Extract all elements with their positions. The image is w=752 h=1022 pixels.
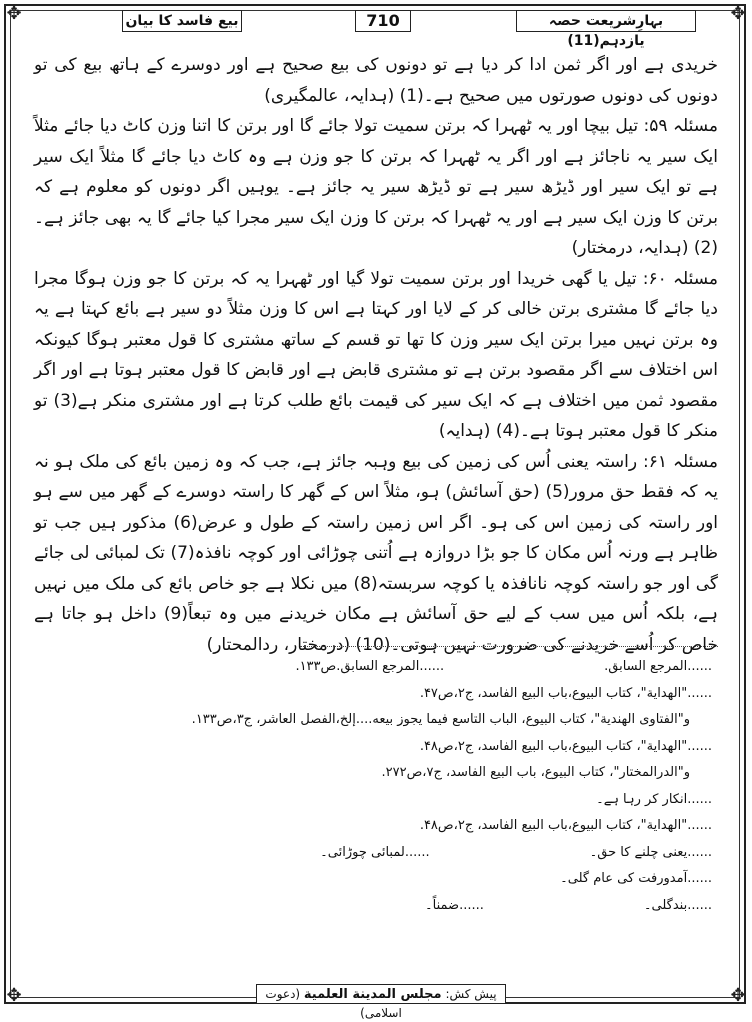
footnote: ......آمدورفت کی عام گلی۔ <box>560 871 712 886</box>
corner-ornament-icon: ✥ <box>6 985 22 1006</box>
footnote: ......"الهداية"، كتاب البيوع،باب البيع الفاسد، ج۲،ص۴۸. <box>419 818 712 833</box>
footnote: و"الدرالمختار"، كتاب البيوع، باب البيع الفاسد، ج۷،ص۲۷۲. <box>381 765 690 780</box>
page-header <box>10 10 742 49</box>
corner-ornament-icon: ✥ <box>6 3 22 24</box>
footnote: ......بندگلی۔......ضمناً۔ <box>425 897 712 913</box>
corner-ornament-icon: ✥ <box>730 3 746 24</box>
footnote: و"الفتاوى الهندية"، كتاب البيوع، الباب التاسع فيما يجوز بيعه....إلخ،الفصل العاشر، ج۳،ص۱۳۳. <box>191 712 690 727</box>
masala-61: مسئلہ ۶۱: راستہ یعنی اُس کی زمین کی بیع وہبہ جائز ہے، جب کہ وہ زمین بائع کی ملک ہو نہ یہ کہ فقط حق مرور(5) (حق آسائش) ہو، مثلاً اس کے گھر کا راستہ دوسرے کے گھر میں سے ہو اور راستہ کی زمین اس کی ہو۔ اگر اس زمین راستہ کے طول و عرض(6) مذکور ہیں جب تو ظاہر ہے ورنہ اُس مکان کا جو بڑا دروازہ ہے اُتنی چوڑائی اور کوچہ نافذہ(7) تک لمبائی لی جائے گی اور جو راستہ کوچہ نانافذہ یا کوچہ سربستہ(8) میں نکلا ہے جو خاص بائع کی ملک میں نہیں ہے، بلکہ اُس میں سب کے لیے حق آسائش ہے مکان خریدنے میں وہ تبعاً(9) داخل ہو جاتا ہے خاص کر اُسے خریدنے کی ضرورت نہیں ہوتی۔(10) (درمختار، ردالمحتار) <box>34 451 719 655</box>
footnote: ......"الهداية"، كتاب البيوع،باب البيع الفاسد، ج۲،ص۴۷. <box>419 685 712 701</box>
corner-ornament-icon: ✥ <box>730 985 746 1006</box>
masala-59: مسئلہ ۵۹: تیل بیچا اور یہ ٹھہرا کہ برتن سمیت تولا جائے گا اور برتن کا اتنا وزن کاٹ دیا جائے مثلاً ایک سیر یہ ناجائز ہے اور اگر یہ ٹھہرا کہ برتن کا جو وزن ہے وہ کاٹ دیا جائے گا مثلاً ایک سیر ہے تو ایک سیر اور ڈیڑھ سیر ہے تو ڈیڑھ سیر یہ جائز ہے۔ یوہیں اگر دونوں کو معلوم ہے کہ برتن کا وزن ایک سیر ہے اور یہ ٹھہرا کہ برتن کا وزن ایک سیر مجرا کیا جائے گا یہ بھی جائز ہے۔(2) (ہدایہ، درمختار) <box>34 116 718 258</box>
paragraph: خریدی ہے اور اگر ثمن ادا کر دیا ہے تو دونوں کی بیع صحیح ہے اور دوسرے کے ہاتھ بیع کی تو دونوں کی دونوں صورتوں میں صحیح ہے۔(1) (ہدایہ، عالمگیری) <box>34 55 718 106</box>
page-footer <box>256 984 506 1020</box>
publisher-name: مجلس المدينة العلمية <box>303 987 442 1002</box>
main-text <box>34 50 718 660</box>
footnote-divider <box>300 646 718 647</box>
footer-suffix: (دعوت اسلامی) <box>265 987 402 1020</box>
masala-60: مسئلہ ۶۰: تیل یا گھی خریدا اور برتن سمیت تولا گیا اور ٹھہرا یہ کہ برتن کا جو وزن ہوگا مجرا دیا جائے گا مشتری برتن خالی کر کے لایا اور کہتا ہے اس کا وزن مثلاً دو سیر ہے بائع کہتا ہے یہ وہ برتن نہیں میرا برتن ایک سیر وزن کا تھا تو قسم کے ساتھ مشتری کا قول معتبر ہوگا کیونکہ اس اختلاف سے اگر مقصود برتن ہے تو مشتری قابض ہے اور قابض کا قول معتبر ہوتا ہے اور اگر مقصود ثمن میں اختلاف ہے کہ ایک سیر کی قیمت بائع طلب کرتا ہے اور مشتری منکر ہے(3) تو منکر کا قول معتبر ہوتا ہے۔(4) (ہدایہ) <box>34 268 718 441</box>
footnote: ......المرجع السابق.......المرجع السابق.ص۱۳۳. <box>295 659 712 674</box>
chapter-title: بیع فاسد کا بیان <box>122 10 242 32</box>
footnote: ......"الهداية"، كتاب البيوع،باب البيع الفاسد، ج۲،ص۴۸. <box>419 738 712 754</box>
book-title: بہارِشریعت حصہ یازدہم(11) <box>516 10 696 32</box>
page-number: 710 <box>355 10 411 32</box>
footer-prefix: پیش کش: <box>445 987 497 1001</box>
footnote: ......انکار کر رہا ہے۔ <box>596 791 712 807</box>
footnote: ......یعنی چلنے کا حق۔......لمبائی چوڑائی۔ <box>320 844 712 860</box>
footnotes <box>34 654 712 919</box>
